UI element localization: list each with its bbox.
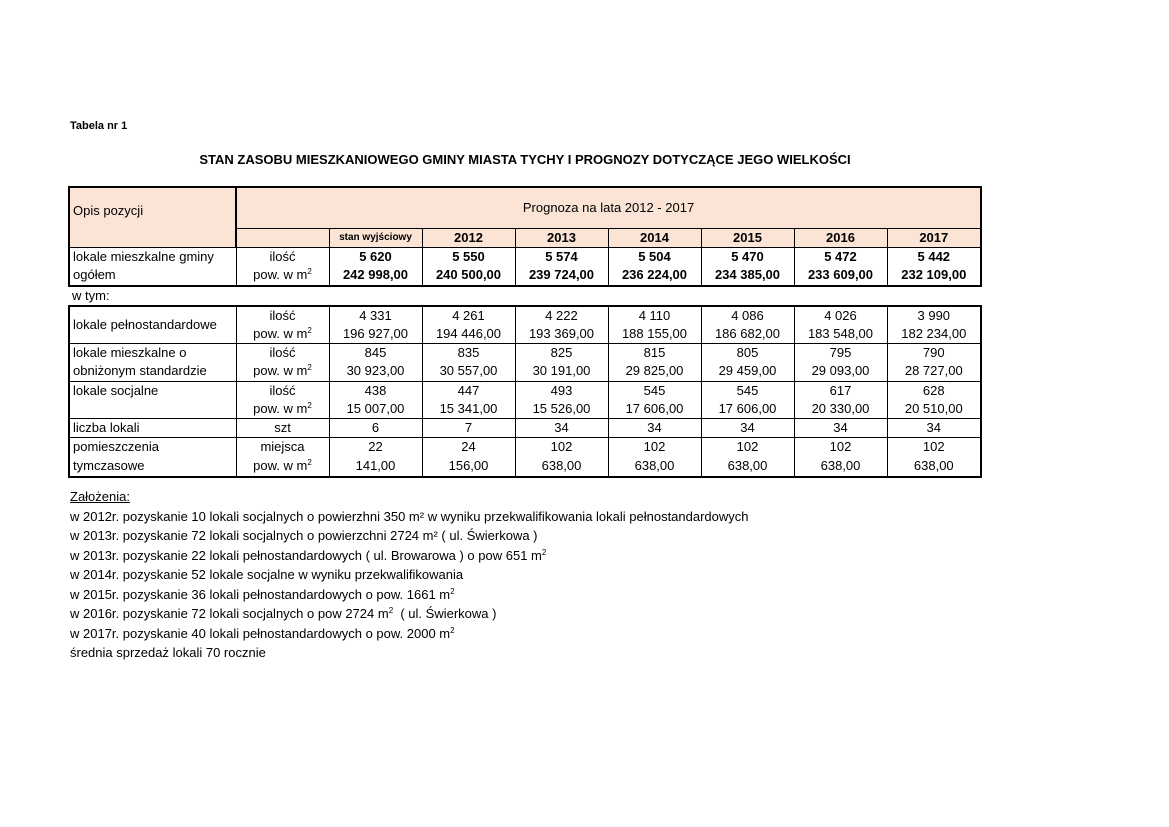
table-cell: 628: [887, 381, 981, 400]
table-cell: 188 155,00: [608, 325, 701, 344]
table-cell: 17 606,00: [701, 400, 794, 419]
table-cell: 638,00: [608, 457, 701, 477]
unit-label: pow. w $m^2$: [236, 266, 329, 286]
table-cell: 182 234,00: [887, 325, 981, 344]
table-cell: 15 341,00: [422, 400, 515, 419]
table-cell: 5 620: [329, 247, 422, 266]
w-tym-label: w tym:: [69, 286, 981, 306]
table-cell: 193 369,00: [515, 325, 608, 344]
table-cell: 5 574: [515, 247, 608, 266]
year-header: 2016: [794, 228, 887, 247]
table-cell: 24: [422, 438, 515, 457]
unit-label: ilość: [236, 381, 329, 400]
table-cell: 5 550: [422, 247, 515, 266]
table-cell: 29 093,00: [794, 362, 887, 381]
table-cell: 815: [608, 344, 701, 363]
table-cell: 34: [887, 419, 981, 438]
table-cell: 102: [608, 438, 701, 457]
assumption-line: w 2017r. pozyskanie 40 lokali pełnostandardowych o pow. 2000 $m^2$: [70, 625, 455, 641]
table-cell: 4 110: [608, 306, 701, 325]
row-label: lokale socjalne: [69, 381, 236, 419]
table-cell: 805: [701, 344, 794, 363]
table-cell: 156,00: [422, 457, 515, 477]
assumption-line: średnia sprzedaż lokali 70 rocznie: [70, 645, 266, 660]
table-cell: 232 109,00: [887, 266, 981, 286]
year-header: 2015: [701, 228, 794, 247]
table-cell: 4 261: [422, 306, 515, 325]
table-cell: 617: [794, 381, 887, 400]
assumption-line: w 2016r. pozyskanie 72 lokali socjalnych o pow 2724 $m^2$ ( ul. Świerkowa ): [70, 606, 497, 621]
unit-label: pow. w $m^2$: [236, 362, 329, 381]
table-cell: 34: [515, 419, 608, 438]
table-cell: 5 442: [887, 247, 981, 266]
table-cell: 194 446,00: [422, 325, 515, 344]
unit-label: szt: [236, 419, 329, 438]
table-cell: 638,00: [794, 457, 887, 477]
table-cell: 825: [515, 344, 608, 363]
opis-pozycji-header: Opis pozycji: [69, 187, 236, 247]
table-cell: 236 224,00: [608, 266, 701, 286]
table-cell: 186 682,00: [701, 325, 794, 344]
housing-stock-table: [68, 186, 982, 478]
table-cell: 20 510,00: [887, 400, 981, 419]
table-cell: 242 998,00: [329, 266, 422, 286]
unit-label: ilość: [236, 344, 329, 363]
table-cell: 34: [608, 419, 701, 438]
table-cell: 183 548,00: [794, 325, 887, 344]
assumption-line: w 2013r. pozyskanie 22 lokali pełnostandardowych ( ul. Browarowa ) o pow 651 $m^2$: [70, 547, 547, 563]
table-cell: 22: [329, 438, 422, 457]
table-cell: 638,00: [701, 457, 794, 477]
unit-label: pow. w $m^2$: [236, 400, 329, 419]
assumption-line: w 2015r. pozyskanie 36 lokali pełnostandardowych o pow. 1661 $m^2$: [70, 586, 455, 602]
table-cell: 15 007,00: [329, 400, 422, 419]
table-row: [69, 344, 981, 363]
table-cell: 34: [701, 419, 794, 438]
table-number-label: Tabela nr 1: [70, 120, 128, 132]
assumption-line: w 2014r. pozyskanie 52 lokale socjalne w wyniku przekwalifikowania: [70, 567, 464, 582]
document-title: STAN ZASOBU MIESZKANIOWEGO GMINY MIASTA TYCHY I PROGNOZY DOTYCZĄCE JEGO WIELKOŚCI: [199, 152, 851, 167]
table-cell: 34: [794, 419, 887, 438]
table-cell: 638,00: [887, 457, 981, 477]
row-label: pomieszczenia: [69, 438, 236, 457]
table-cell: 795: [794, 344, 887, 363]
table-cell: 447: [422, 381, 515, 400]
table-cell: 4 086: [701, 306, 794, 325]
row-label: lokale mieszkalne o: [69, 344, 236, 363]
table-cell: 493: [515, 381, 608, 400]
year-header: 2017: [887, 228, 981, 247]
table-cell: 29 459,00: [701, 362, 794, 381]
row-label: lokale mieszkalne gminy: [69, 247, 236, 266]
table-cell: 6: [329, 419, 422, 438]
table-cell: 29 825,00: [608, 362, 701, 381]
table-cell: 790: [887, 344, 981, 363]
table-cell: 5 472: [794, 247, 887, 266]
row-label: liczba lokali: [69, 419, 236, 438]
table-row: [69, 457, 981, 477]
assumptions-section: [70, 487, 749, 663]
row-label: tymczasowe: [69, 457, 236, 477]
assumptions-header: Założenia:: [70, 489, 130, 504]
table-cell: 4 222: [515, 306, 608, 325]
table-cell: 638,00: [515, 457, 608, 477]
table-cell: 196 927,00: [329, 325, 422, 344]
table-cell: 545: [608, 381, 701, 400]
table-cell: 15 526,00: [515, 400, 608, 419]
unit-label: pow. w $m^2$: [236, 457, 329, 477]
table-cell: 102: [515, 438, 608, 457]
year-header: 2012: [422, 228, 515, 247]
table-cell: 7: [422, 419, 515, 438]
prognoza-header: Prognoza na lata 2012 - 2017: [236, 187, 981, 228]
table-cell: 240 500,00: [422, 266, 515, 286]
table-cell: 102: [794, 438, 887, 457]
table-cell: 4 026: [794, 306, 887, 325]
table-cell: 141,00: [329, 457, 422, 477]
assumption-line: w 2012r. pozyskanie 10 lokali socjalnych o powierzhni 350 m² w wyniku przekwalifikowania lokali pełnostandardowych: [70, 508, 749, 524]
table-cell: 545: [701, 381, 794, 400]
table-cell: 20 330,00: [794, 400, 887, 419]
table-cell: 102: [701, 438, 794, 457]
unit-label: miejsca: [236, 438, 329, 457]
table-cell: 5 504: [608, 247, 701, 266]
table-cell: 30 923,00: [329, 362, 422, 381]
table-cell: 234 385,00: [701, 266, 794, 286]
table-row: [69, 419, 981, 438]
table-cell: 3 990: [887, 306, 981, 325]
table-cell: 233 609,00: [794, 266, 887, 286]
row-label: lokale pełnostandardowe: [69, 306, 236, 344]
table-cell: 30 191,00: [515, 362, 608, 381]
row-label: obniżonym standardzie: [69, 362, 236, 381]
table-cell: 102: [887, 438, 981, 457]
year-header: 2014: [608, 228, 701, 247]
table-row: [69, 438, 981, 457]
unit-label: ilość: [236, 306, 329, 325]
unit-label: pow. w $m^2$: [236, 325, 329, 344]
table-cell: 438: [329, 381, 422, 400]
year-header: 2013: [515, 228, 608, 247]
table-row: [69, 266, 981, 286]
table-cell: 4 331: [329, 306, 422, 325]
assumption-line: w 2013r. pozyskanie 72 lokali socjalnych o powierzchni 2724 m² ( ul. Świerkowa ): [70, 528, 538, 543]
table-cell: 239 724,00: [515, 266, 608, 286]
table-cell: 30 557,00: [422, 362, 515, 381]
table-cell: 28 727,00: [887, 362, 981, 381]
unit-label: ilość: [236, 247, 329, 266]
table-cell: 835: [422, 344, 515, 363]
table-cell: 5 470: [701, 247, 794, 266]
table-row: [69, 381, 981, 400]
stan-wyjsciowy-header: stan wyjściowy: [329, 228, 422, 247]
table-cell: 845: [329, 344, 422, 363]
row-label: ogółem: [69, 266, 236, 286]
table-row: [69, 247, 981, 266]
table-row: [69, 306, 981, 325]
table-cell: 17 606,00: [608, 400, 701, 419]
table-row: [69, 362, 981, 381]
